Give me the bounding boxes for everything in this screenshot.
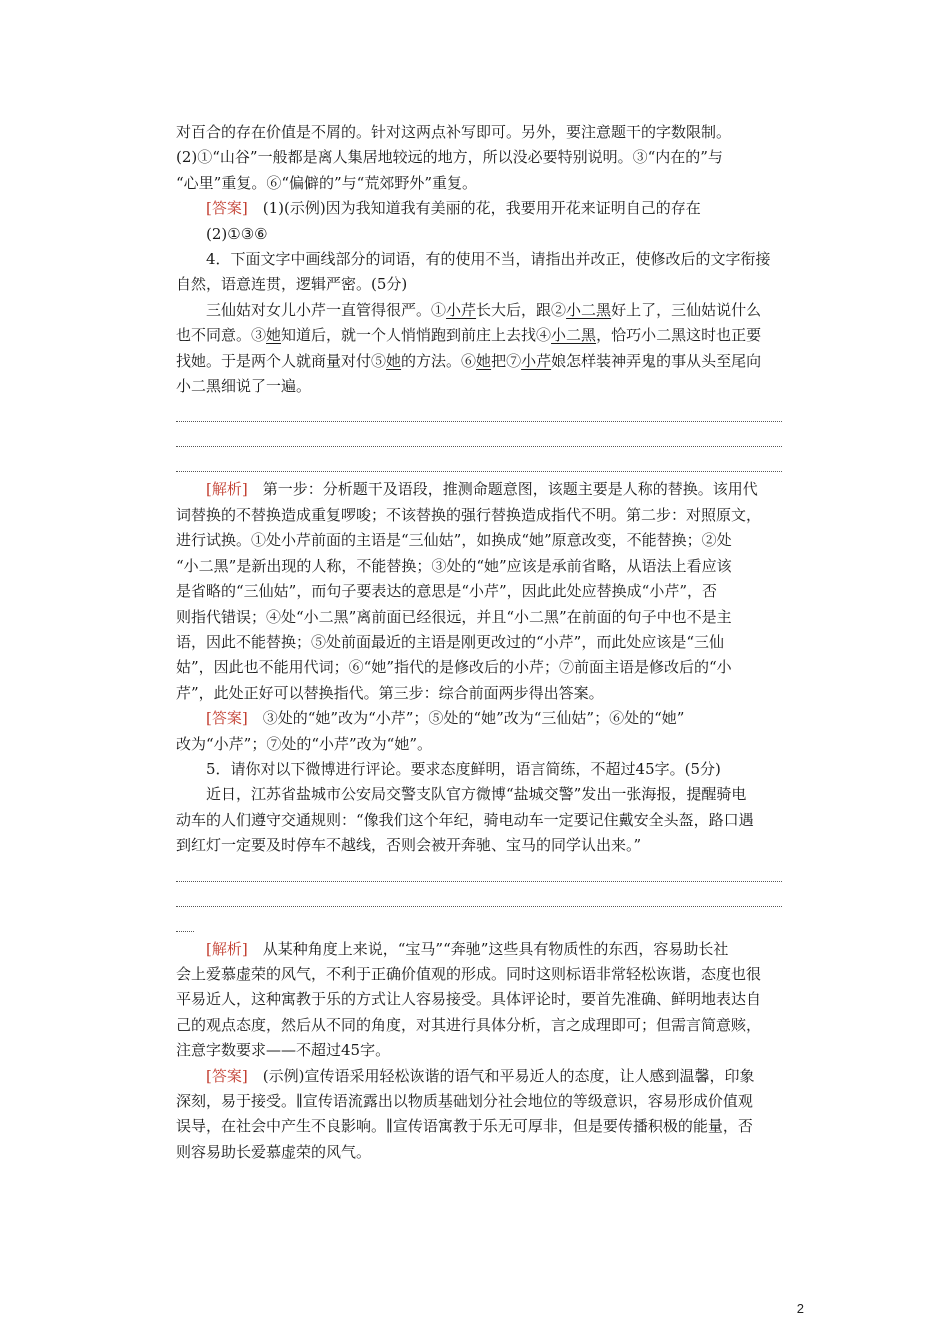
underlined-word-2: 小二黑 bbox=[566, 300, 612, 319]
answer-4-line-1: [答案] ③处的“她”改为“小芹”；⑤处的“她”改为“三仙姑”；⑥处的“她” bbox=[206, 709, 685, 728]
question-4-stem-1: 4．下面文字中画线部分的词语，有的使用不当，请指出并改正，使修改后的文字衔接 bbox=[206, 250, 771, 269]
answer-blank-area-4 bbox=[176, 399, 782, 477]
answer-5-line-4: 则容易助长爱慕虚荣的风气。 bbox=[176, 1142, 372, 1161]
question-5-material-line-2: 动车的人们遵守交通规则：“像我们这个年纪，骑电动车一定要记住戴安全头盔，路口遇 bbox=[176, 810, 754, 829]
document-page bbox=[176, 120, 782, 1165]
analysis-tag: [解析] bbox=[206, 939, 248, 958]
answer-3-part-2: (2)①③⑥ bbox=[206, 224, 268, 243]
underlined-word-1: 小芹 bbox=[446, 300, 477, 319]
analysis-5-line-4: 己的观点态度，然后从不同的角度，对其进行具体分析，言之成理即可；但需言简意赅， bbox=[176, 1015, 762, 1034]
answer-blank-line bbox=[176, 421, 782, 422]
analysis-5-line-1: [解析] 从某种角度上来说，“宝马”“奔驰”这些具有物质性的东西，容易助长社 bbox=[206, 939, 729, 958]
analysis-4-line-6: 则指代错误；④处“小二黑”离前面已经很远，并且“小二黑”在前面的句子中也不是主 bbox=[176, 607, 732, 626]
answer-3-part-1: (1)(示例)因为我知道我有美丽的花，我要用开花来证明自己的存在 bbox=[262, 199, 701, 218]
question-4-passage-line-3: 找她。于是两个人就商量对付⑤她的方法。⑥她把⑦小芹娘怎样装神弄鬼的事从头至尾向 bbox=[176, 351, 762, 370]
underlined-word-3: 她 bbox=[266, 326, 282, 345]
analysis-5-line-3: 平易近人，这种寓教于乐的方式让人容易接受。具体评论时，要首先准确、鲜明地表达自 bbox=[176, 990, 762, 1009]
underlined-word-4: 小二黑 bbox=[551, 326, 597, 345]
question-4-passage-line-1: 三仙姑对女儿小芹一直管得很严。①小芹长大后，跟②小二黑好上了，三仙姑说什么 bbox=[206, 300, 762, 319]
answer-blank-area-5 bbox=[176, 859, 782, 937]
intro-line-2: (2)①“山谷”一般都是离人集居地较远的地方，所以没必要特别说明。③“内在的”与 bbox=[176, 148, 723, 167]
answer-blank-line bbox=[176, 881, 782, 882]
question-4-stem-2: 自然，语意连贯，逻辑严密。(5分) bbox=[176, 275, 408, 294]
analysis-4-line-4: “小二黑”是新出现的人称，不能替换；③处的“她”应该是承前省略，从语法上看应该 bbox=[176, 556, 732, 575]
page-number: 2 bbox=[796, 1301, 804, 1316]
answer-5-line-2: 深刻，易于接受。∥宣传语流露出以物质基础划分社会地位的等级意识，容易形成价值观 bbox=[176, 1092, 753, 1110]
analysis-5-line-5: 注意字数要求——不超过45字。 bbox=[176, 1041, 391, 1060]
analysis-4-line-9: 芹”，此处正好可以替换指代。第三步：综合前面两步得出答案。 bbox=[176, 683, 604, 702]
analysis-5-line-2: 会上爱慕虚荣的风气，不利于正确价值观的形成。同时这则标语非常轻松诙谐，态度也很 bbox=[176, 964, 762, 983]
question-5-material-line-3: 到红灯一定要及时停车不越线，否则会被开奔驰、宝马的同学认出来。” bbox=[176, 836, 642, 855]
analysis-4-line-5: 是省略的“三仙姑”，而句子要表达的意思是“小芹”，因此此处应替换成“小芹”，否 bbox=[176, 582, 718, 601]
question-5-material-line-1: 近日，江苏省盐城市公安局交警支队官方微博“盐城交警”发出一张海报，提醒骑电 bbox=[206, 785, 747, 804]
answer-5-line-3: 误导，在社会中产生不良影响。∥宣传语寓教于乐无可厚非，但是要传播积极的能量，否 bbox=[176, 1117, 753, 1136]
answer-tag: [答案] bbox=[206, 709, 248, 728]
underlined-word-6: 她 bbox=[476, 351, 492, 370]
underlined-word-7: 小芹 bbox=[521, 351, 552, 370]
answer-5-line-1: [答案] (示例)宣传语采用轻松诙谐的语气和平易近人的态度，让人感到温馨，印象 bbox=[206, 1066, 755, 1085]
answer-blank-line bbox=[176, 446, 782, 447]
answer-tag: [答案] bbox=[206, 199, 248, 218]
answer-3 bbox=[176, 196, 782, 221]
intro-line-3: “心里”重复。⑥“偏僻的”与“荒郊野外”重复。 bbox=[176, 173, 478, 192]
answer-blank-line bbox=[176, 471, 782, 472]
analysis-4-line-2: 词替换的不替换造成重复啰唆；不该替换的强行替换造成指代不明。第二步：对照原文， bbox=[176, 505, 762, 524]
underlined-word-5: 她 bbox=[386, 351, 402, 370]
analysis-4-line-8: 姑”，因此也不能用代词；⑥“她”指代的是修改后的小芹；⑦前面主语是修改后的“小 bbox=[176, 658, 732, 677]
analysis-4-line-3: 进行试换。①处小芹前面的主语是“三仙姑”，如换成“她”原意改变，不能替换；②处 bbox=[176, 531, 732, 550]
answer-4-line-2: 改为“小芹”；⑦处的“小芹”改为“她”。 bbox=[176, 734, 433, 753]
answer-blank-line bbox=[176, 906, 782, 907]
question-5-stem: 5．请你对以下微博进行评论。要求态度鲜明，语言简练，不超过45字。(5分) bbox=[206, 759, 721, 778]
answer-tag: [答案] bbox=[206, 1066, 248, 1085]
analysis-4-line-7: 语，因此不能替换；⑤处前面最近的主语是刚更改过的“小芹”，而此处应该是“三仙 bbox=[176, 632, 725, 651]
analysis-tag: [解析] bbox=[206, 480, 248, 499]
intro-line-1: 对百合的存在价值是不屑的。针对这两点补写即可。另外，要注意题干的字数限制。 bbox=[176, 123, 732, 141]
answer-blank-line bbox=[176, 931, 194, 932]
question-4-passage-line-4: 小二黑细说了一遍。 bbox=[176, 377, 312, 396]
analysis-4-line-1: [解析] 第一步：分析题干及语段，推测命题意图，该题主要是人称的替换。该用代 bbox=[206, 480, 758, 499]
question-4-passage-line-2: 也不同意。③她知道后，就一个人悄悄跑到前庄上去找④小二黑，恰巧小二黑这时也正要 bbox=[176, 326, 762, 345]
